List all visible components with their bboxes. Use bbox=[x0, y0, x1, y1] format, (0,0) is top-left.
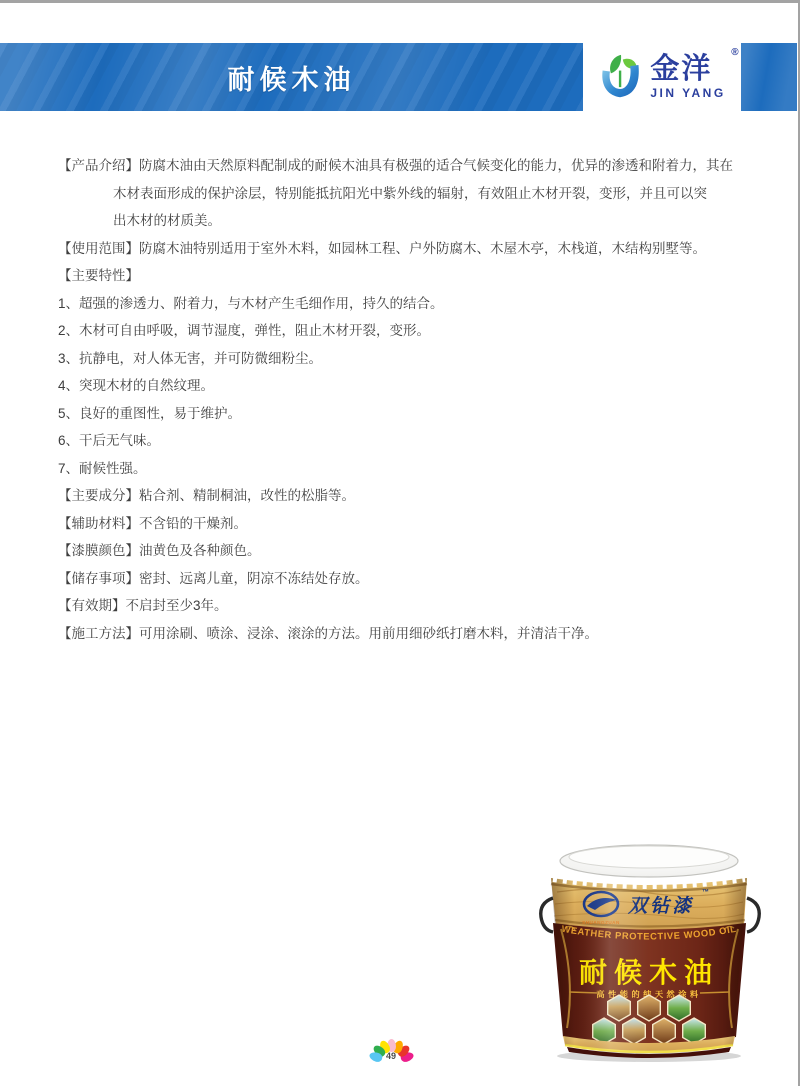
text-line: 出木材的材质美。 bbox=[113, 213, 221, 228]
text-line: 木材表面形成的保护涂层，特别能抵抗阳光中紫外线的辐射，有效阻止木材开裂，变形，并且可以突 bbox=[113, 185, 707, 201]
page-title: 耐候木油 bbox=[227, 64, 356, 95]
text-line: 【主要特性】 bbox=[58, 268, 139, 283]
title-banner bbox=[0, 43, 583, 111]
text-line: 【储存事项】密封、远离儿童，阴凉不冻结处存放。 bbox=[58, 570, 369, 586]
product-bucket-image bbox=[537, 832, 763, 1064]
product-description bbox=[58, 152, 758, 647]
text-line: 5、良好的重图性，易于维护。 bbox=[58, 405, 242, 421]
bucket-lid bbox=[553, 845, 745, 886]
bucket-handle-left bbox=[541, 898, 553, 932]
brand-name: 金洋 bbox=[650, 53, 713, 85]
text-line: 【辅助材料】不含铅的干燥剂。 bbox=[58, 515, 247, 531]
text-line: 7、耐候性强。 bbox=[58, 460, 147, 476]
text-line: 【使用范围】防腐木油特别适用于室外木料，如园林工程、户外防腐木、木屋木亭，木栈道，木结构别墅等。 bbox=[58, 240, 706, 256]
text-line: 【施工方法】可用涂刷、喷涂、浸涂、滚涂的方法。用前用细砂纸打磨木料，并清洁干净。 bbox=[58, 625, 598, 641]
text-line: 3、抗静电，对人体无害，并可防微细粉尘。 bbox=[58, 350, 323, 366]
page-number-fan bbox=[367, 1038, 415, 1064]
text-line: 1、超强的渗透力、附着力，与木材产生毛细作用，持久的结合。 bbox=[58, 295, 444, 311]
text-line: 4、突现木材的自然纹理。 bbox=[58, 378, 215, 393]
page-number: 49 bbox=[385, 1051, 396, 1061]
text-line: 6、干后无气味。 bbox=[58, 433, 161, 448]
brand-logo-text bbox=[650, 47, 739, 100]
bucket-handle-right bbox=[747, 898, 759, 932]
text-line: 【主要成分】粘合剂、精制桐油，改性的松脂等。 bbox=[58, 488, 355, 503]
text-line: 【有效期】不启封至少3年。 bbox=[58, 598, 228, 613]
brand-logo bbox=[583, 43, 741, 111]
text-line: 2、木材可自由呼吸，调节湿度，弹性，阻止木材开裂，变形。 bbox=[58, 323, 431, 338]
page-scan-border-top bbox=[0, 0, 800, 3]
brand-name-latin: JIN YANG bbox=[650, 86, 726, 100]
text-line: 【产品介绍】防腐木油由天然原料配制成的耐候木油具有极强的适合气候变化的能力，优异的渗透和附着力，其在 bbox=[58, 158, 733, 173]
registered-mark-icon: ® bbox=[731, 47, 739, 58]
jinyang-sprout-icon bbox=[598, 51, 644, 103]
title-banner-right-segment bbox=[741, 43, 797, 111]
text-line: 【漆膜颜色】油黄色及各种颜色。 bbox=[58, 543, 261, 558]
bucket-illustration bbox=[537, 832, 763, 1064]
